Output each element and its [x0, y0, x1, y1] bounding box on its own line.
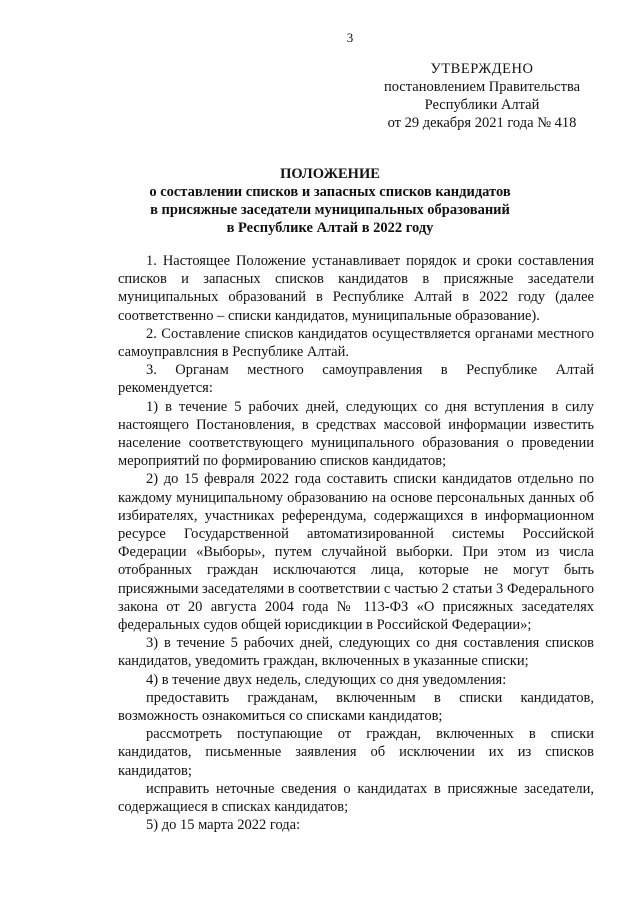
paragraph: рассмотреть поступающие от граждан, включенных в списки кандидатов, письменные заявления об исключении их из списков кандидатов;: [118, 726, 594, 779]
paragraph: 2. Составление списков кандидатов осуществляется органами местного самоуправлсния в Республике Алтай.: [118, 325, 594, 361]
approval-date: от 29 декабря 2021 года № 418: [387, 115, 577, 131]
title-line-1: ПОЛОЖЕНИЕ: [280, 166, 380, 182]
paragraph: 3. Органам местного самоуправления в Республике Алтай рекомендуется:: [118, 362, 594, 397]
paragraph: предоставить гражданам, включенным в списки кандидатов, возможность ознакомиться со списками кандидатов;: [118, 689, 594, 725]
title-line-4: в Республике Алтай в 2022 году: [226, 220, 434, 236]
document-body: [118, 252, 594, 835]
paragraph: 1. Настоящее Положение устанавливает порядок и сроки составления списков и запасных списков кандидатов в присяжные заседатели муниципальных образований в Республике Алтай в 2022 году (далее соответственно – списки кандидатов, муниципальные образование).: [118, 253, 594, 324]
paragraph: 3) в течение 5 рабочих дней, следующих со дня составления списков кандидатов, уведомить граждан, включенных в указанные списки;: [118, 635, 594, 670]
title-line-3: в присяжные заседатели муниципальных образований: [150, 202, 510, 218]
approval-decree: постановлением Правительства: [383, 79, 581, 95]
title-line-2: о составлении списков и запасных списков кандидатов: [149, 184, 511, 200]
approval-region: Республики Алтай: [424, 97, 540, 113]
paragraph: 1) в течение 5 рабочих дней, следующих со дня вступления в силу настоящего Постановления, в средствах массовой информации известить население соответствующего муниципального образования о проведении мероприятий по формированию списков кандидатов;: [118, 398, 594, 470]
paragraph: исправить неточные сведения о кандидатах в присяжные заседатели, содержащиеся в списках кандидатов;: [118, 780, 594, 816]
paragraph: 5) до 15 марта 2022 года:: [146, 817, 301, 834]
paragraph: 4) в течение двух недель, следующих со дня уведомления:: [146, 671, 507, 688]
paragraph: 2) до 15 февраля 2022 года составить списки кандидатов отдельно по каждому муниципальному образованию на основе персональных данных об избирателях, участниках референдума, содержащихся в информационном ресурсе Государственной автоматизированной системы Российской Федерации «Выборы», путем случайной выборки. При этом из числа отобранных граждан исключаются лица, которые не могут быть присяжными заседателями в соответствии с частью 2 статьи 3 Федерального закона от 20 августа 2004 года № 113-ФЗ «О присяжных заседателях федеральных судов общей юрисдикции в Российской Федерации»;: [118, 471, 594, 634]
approval-heading: УТВЕРЖДЕНО: [430, 61, 534, 77]
approval-stamp: [372, 60, 592, 132]
document-title: [110, 165, 550, 237]
page-number: 3: [346, 30, 354, 45]
